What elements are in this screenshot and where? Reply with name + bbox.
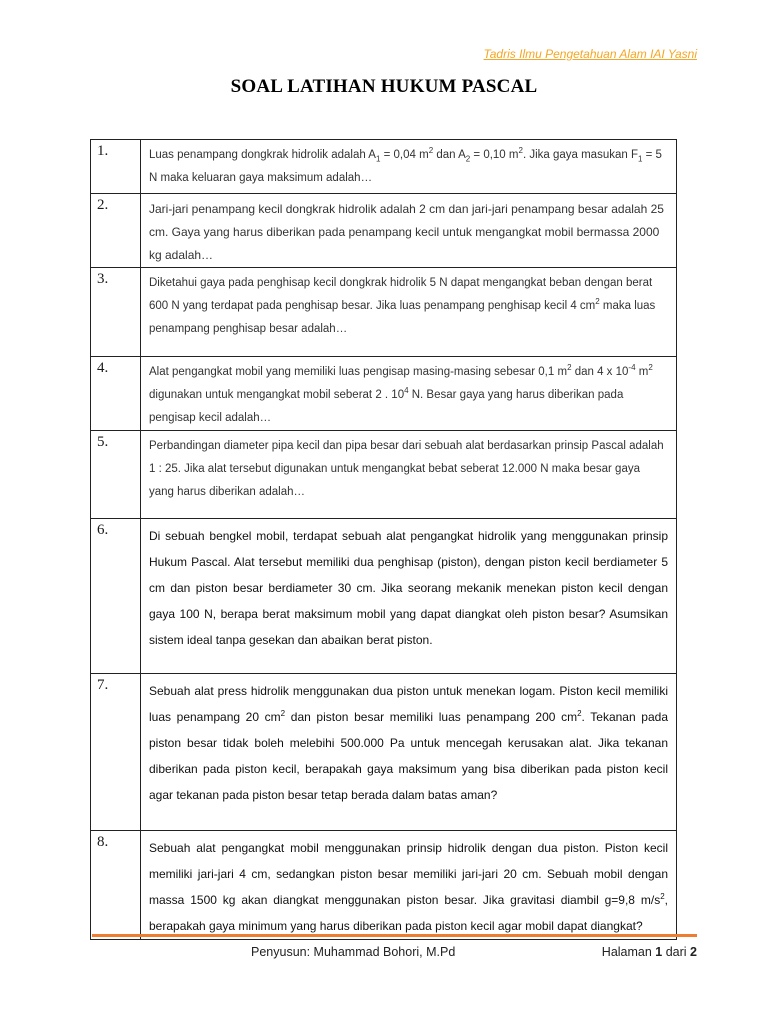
- page-title: SOAL LATIHAN HUKUM PASCAL: [230, 76, 538, 97]
- question-number: 8.: [91, 831, 141, 940]
- question-number: 6.: [91, 519, 141, 674]
- question-text: Diketahui gaya pada penghisap kecil dongkrak hidrolik 5 N dapat mengangkat beban dengan berat 600 N yang terdapat pada penghisap besar. Jika luas penampang penghisap kecil 4 $cm^2$ maka luas penampang penghisap besar adalah…: [141, 268, 677, 357]
- table-row: [91, 194, 677, 268]
- table-row: [91, 140, 677, 194]
- question-text: Sebuah alat press hidrolik menggunakan dua piston untuk menekan logam. Piston kecil memiliki luas penampang 20 $cm^2$ dan piston besar memiliki luas penampang 200 $cm^2$. Tekanan pada piston besar tidak boleh melebihi 500.000 Pa untuk mencegah kerusakan alat. Jika tekanan diberikan pada piston kecil, berapakah gaya maksimum yang bisa diberikan pada piston kecil agar tekanan pada piston besar tetap berada dalam batas aman?: [141, 674, 677, 831]
- table-row: [91, 831, 677, 940]
- footer-divider: [92, 934, 697, 937]
- question-number: 1.: [91, 140, 141, 194]
- question-text: Perbandingan diameter pipa kecil dan pipa besar dari sebuah alat berdasarkan prinsip Pascal adalah 1 : 25. Jika alat tersebut digunakan untuk mengangkat bebat seberat 12.000 N maka besar gaya yang harus diberikan adalah…: [141, 431, 677, 519]
- table-row: [91, 674, 677, 831]
- table-row: [91, 357, 677, 431]
- table-row: [91, 268, 677, 357]
- header-institution[interactable]: Tadris Ilmu Pengetahuan Alam IAI Yasni: [483, 47, 697, 61]
- footer-author: Penyusun: Muhammad Bohori, M.Pd: [251, 945, 456, 959]
- question-number: 2.: [91, 194, 141, 268]
- table-row: [91, 431, 677, 519]
- question-number: 4.: [91, 357, 141, 431]
- footer-page-number: Halaman 1 dari 2: [601, 945, 697, 959]
- question-text: Jari-jari penampang kecil dongkrak hidrolik adalah 2 cm dan jari-jari penampang besar adalah 25 cm. Gaya yang harus diberikan pada penampang kecil untuk mengangkat mobil bermassa 2000 kg adalah…: [141, 194, 677, 268]
- question-text: Di sebuah bengkel mobil, terdapat sebuah alat pengangkat hidrolik yang menggunakan prinsip Hukum Pascal. Alat tersebut memiliki dua penghisap (piston), dengan piston kecil berdiameter 5 cm dan piston besar berdiameter 30 cm. Jika seorang mekanik menekan piston kecil dengan gaya 100 N, berapa berat maksimum mobil yang dapat diangkat oleh piston besar? Asumsikan sistem ideal tanpa gesekan dan abaikan berat piston.: [141, 519, 677, 674]
- question-text: Alat pengangkat mobil yang memiliki luas pengisap masing-masing sebesar 0,1 $m^2$ dan 4 x $10^{-4}$ $m^2$ digunakan untuk mengangkat mobil seberat 2 . $10^4$ N. Besar gaya yang harus diberikan pada pengisap kecil adalah…: [141, 357, 677, 431]
- question-number: 5.: [91, 431, 141, 519]
- question-text: Luas penampang dongkrak hidrolik adalah $A_1 = 0,04$ $m^2$ dan $A_2 = 0,10$ $m^2$. Jika gaya masukan $F_1 = 5$ N maka keluaran gaya maksimum adalah…: [141, 140, 677, 194]
- question-table: [90, 139, 677, 940]
- question-number: 7.: [91, 674, 141, 831]
- question-text: Sebuah alat pengangkat mobil menggunakan prinsip hidrolik dengan dua piston. Piston kecil memiliki jari-jari 4 cm, sedangkan piston besar memiliki jari-jari 20 cm. Sebuah mobil dengan massa 1500 kg akan diangkat menggunakan piston besar. Jika gravitasi diambil g=9,8 $m/s^2$, berapakah gaya minimum yang harus diberikan pada piston kecil agar mobil dapat diangkat?: [141, 831, 677, 940]
- table-row: [91, 519, 677, 674]
- question-number: 3.: [91, 268, 141, 357]
